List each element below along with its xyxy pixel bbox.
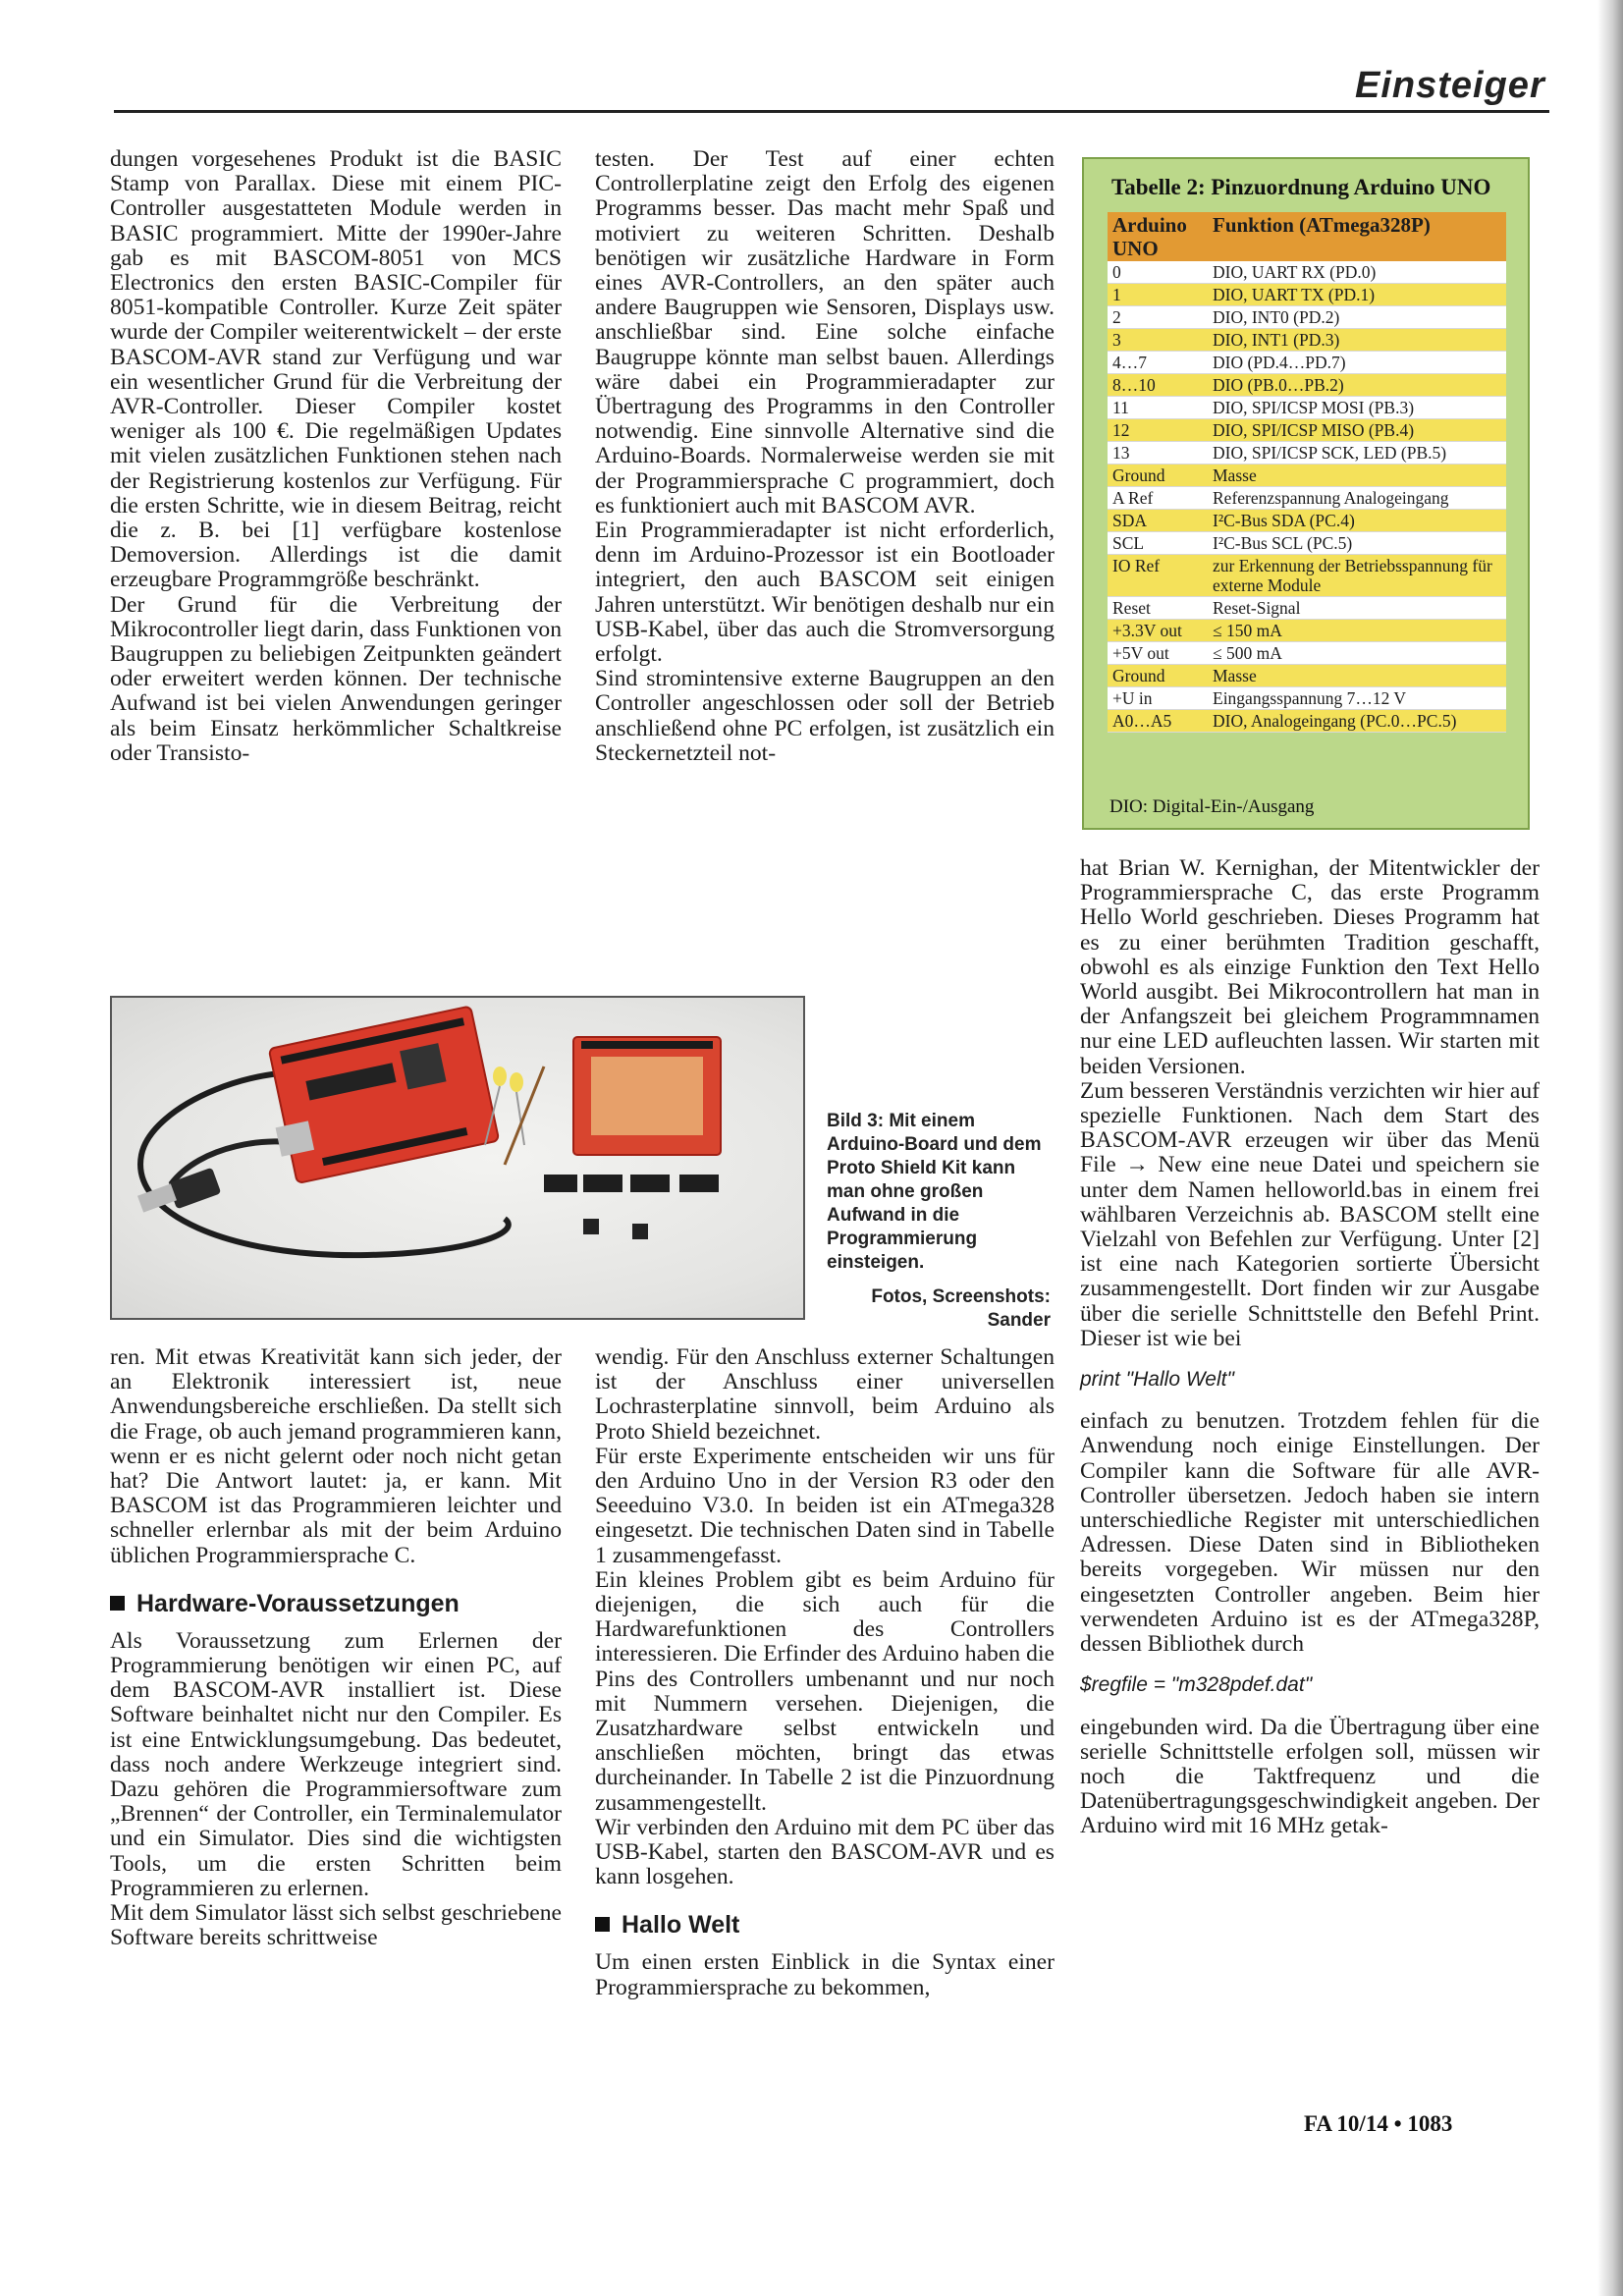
figure-credit: Fotos, Screenshots: Sander — [871, 1286, 1051, 1331]
table-cell-function: Eingangsspannung 7…12 V — [1208, 687, 1506, 710]
table-header-function: Funktion (ATmega328P) — [1208, 212, 1506, 261]
paragraph: Sind stromintensive externe Baugruppen an den Controller angeschlossen oder soll der Betrieb anschließend ohne PC erfolgen, ist zusätzlich ein Steckernetzteil not- — [595, 666, 1055, 766]
table-cell-function: DIO, SPI/ICSP MISO (PB.4) — [1208, 419, 1506, 442]
bullet-square-icon — [110, 1596, 125, 1611]
table-row — [1108, 555, 1506, 597]
table-cell-pin: 0 — [1108, 261, 1208, 284]
table-cell-function: Masse — [1208, 465, 1506, 487]
pin-header — [544, 1175, 577, 1192]
paragraph: Ein kleines Problem gibt es beim Arduino für diejenigen, die sich auch für die Hardwarefunktionen des Controllers interessieren. Die Erfinder des Arduino haben die Pins des Controllers umbenannt und nur noch mit Nummern versehen. Diejenigen, die Zusatzhardware selbst entwickeln und anschließen möchten, bringt das etwas durcheinander. In Tabelle 2 ist die Pinzuordnung zusammengestellt. — [595, 1566, 1055, 1816]
led-yellow — [493, 1066, 507, 1086]
table-header-board: Arduino UNO — [1108, 212, 1208, 261]
table-cell-function: ≤ 150 mA — [1208, 620, 1506, 642]
table-cell-pin: 1 — [1108, 284, 1208, 306]
table-cell-function: zur Erkennung der Betriebsspannung für externe Module — [1208, 555, 1506, 597]
paragraph: Als Voraussetzung zum Erlernen der Programmierung benötigen wir einen PC, auf dem BASCOM-AVR installiert ist. Diese Software beinhaltet nicht nur den Compiler. Es ist eine Entwicklungsumgebung. Das bedeutet, dass noch andere Werkzeuge integriert sind. Dazu gehören die Programmiersoftware zum „Brennen“ der Controller, ein Terminalemulator und ein Simulator. Dies sind die wichtigsten Tools, um die ersten Schritten beim Programmieren zu erlernen. — [110, 1627, 562, 1901]
paragraph: ren. Mit etwas Kreativität kann sich jeder, der an Elektronik interessiert ist, neue Anwendungsbereiche erschließen. Da stellt sich die Frage, ob auch jemand programmieren kann, wenn er es nicht gelernt oder noch nicht getan hat? Die Antwort lautet: ja, er kann. Mit BASCOM ist das Programmieren leichter und schneller erlernbar als mit der beim Arduino üblichen Programmiersprache C. — [110, 1344, 562, 1568]
table-row — [1108, 419, 1506, 442]
pin-header — [630, 1175, 670, 1192]
led-yellow — [510, 1072, 523, 1092]
table-row — [1108, 487, 1506, 510]
paragraph: wendig. Für den Anschluss externer Schaltungen ist der Anschluss einer universellen Lochrasterplatine sinnvoll, beim Arduino als Proto Shield bezeichnet. — [595, 1344, 1055, 1445]
section-heading-hallo-welt — [595, 1911, 1055, 1939]
header-rule — [114, 110, 1549, 113]
table-cell-pin: +5V out — [1108, 642, 1208, 665]
paragraph: Der Grund für die Verbreitung der Mikrocontroller liegt darin, dass Funktionen von Baugruppen zu beliebigen Zeitpunkten geändert oder erweitert werden können. Der technische Aufwand ist bei vielen Anwendungen geringer als beim Einsatz herkömmlicher Schaltkreise oder Transisto- — [110, 591, 563, 766]
table-cell-function: I²C-Bus SCL (PC.5) — [1208, 532, 1506, 555]
bullet-square-icon — [595, 1917, 610, 1932]
paragraph: Mit dem Simulator lässt sich selbst geschriebene Software bereits schrittweise — [110, 1900, 562, 1951]
table-cell-pin: +3.3V out — [1108, 620, 1208, 642]
table-row — [1108, 597, 1506, 620]
table-row — [1108, 532, 1506, 555]
pin-table-box — [1082, 157, 1530, 830]
code-regfile: $regfile = "m328pdef.dat" — [1080, 1673, 1313, 1697]
paragraph: einfach zu benutzen. Trotzdem fehlen für die Anwendung noch einige Einstellungen. Der Compiler kann die Software für alle AVR-Controller übersetzen. Jedoch haben sie intern unterschiedliche Register mit unterschiedlichen Adressen. Diese Daten sind in Bibliotheken bereits vorgegeben. Wir müssen nur den eingesetzten Controller angeben. Beim hier verwendeten Arduino ist es der ATmega328P, dessen Bibliothek durch — [1080, 1408, 1540, 1658]
table-row — [1108, 510, 1506, 532]
table-row — [1108, 374, 1506, 397]
section-heading-text: Hardware-Voraussetzungen — [136, 1589, 460, 1617]
table-row — [1108, 687, 1506, 710]
table-cell-function: DIO (PB.0…PB.2) — [1208, 374, 1506, 397]
paragraph: testen. Der Test auf einer echten Controllerplatine zeigt den Erfolg des eigenen Programms besser. Das macht mehr Spaß und motiviert zu weiteren Schritten. Deshalb benötigen wir zusätzliche Hardware in Form eines AVR-Controllers, an den später auch andere Baugruppen wie Sensoren, Displays usw. anschließbar sind. Eine solche einfache Baugruppe könnte man selbst bauen. Allerdings wäre dabei ein Programmieradapter zur Übertragung des Programms in den Controller notwendig. Eine sinnvolle Alternative sind die Arduino-Boards. Normalerweise werden sie mit der Programmiersprache C programmiert, doch es funktioniert auch mit BASCOM AVR. — [595, 146, 1055, 519]
paragraph: Zum besseren Verständnis verzichten wir hier auf spezielle Funktionen. Nach dem Start des BASCOM-AVR erzeugen wir über das Menü File → New eine neue Datei und speichern sie unter dem Namen helloworld.bas in einem frei wählbaren Verzeichnis ab. BASCOM stellt eine Vielzahl von Befehlen zur Verfügung. Unter [2] ist eine nach Kategorien sortierte Übersicht zusammengestellt. Dort finden wir zur Ausgabe über die serielle Schnittstelle den Befehl Print. Dieser ist wie bei — [1080, 1077, 1540, 1351]
column-1-top — [110, 147, 562, 766]
table-cell-function: DIO (PD.4…PD.7) — [1208, 352, 1506, 374]
section-heading-hardware — [110, 1590, 562, 1617]
table-cell-function: DIO, UART RX (PD.0) — [1208, 261, 1506, 284]
table-cell-pin: 11 — [1108, 397, 1208, 419]
usb-plug — [168, 1168, 222, 1210]
arduino-board-illustration — [112, 998, 805, 1320]
table-row — [1108, 642, 1506, 665]
table-footnote: DIO: Digital-Ein-/Ausgang — [1109, 796, 1315, 817]
table-cell-function: DIO, UART TX (PD.1) — [1208, 284, 1506, 306]
pin-table — [1108, 212, 1506, 733]
pin-header — [583, 1175, 622, 1192]
proto-shield — [573, 1037, 721, 1155]
table-cell-function: DIO, SPI/ICSP MOSI (PB.3) — [1208, 397, 1506, 419]
paragraph: Um einen ersten Einblick in die Syntax einer Programmiersprache zu bekommen, — [595, 1949, 1055, 2000]
table-cell-pin: SCL — [1108, 532, 1208, 555]
table-cell-pin: 3 — [1108, 329, 1208, 352]
column-2-bottom — [595, 1345, 1055, 2000]
table-cell-function: I²C-Bus SDA (PC.4) — [1208, 510, 1506, 532]
pin-header — [679, 1175, 719, 1192]
table-cell-pin: 4…7 — [1108, 352, 1208, 374]
table-cell-function: DIO, INT0 (PD.2) — [1208, 306, 1506, 329]
table-row — [1108, 465, 1506, 487]
table-row — [1108, 284, 1506, 306]
table-cell-function: DIO, INT1 (PD.3) — [1208, 329, 1506, 352]
table-title: Tabelle 2: Pinzuordnung Arduino UNO — [1111, 175, 1491, 199]
table-cell-pin: 2 — [1108, 306, 1208, 329]
table-row — [1108, 329, 1506, 352]
page-footer: FA 10/14 • 1083 — [1304, 2111, 1453, 2136]
table-cell-function: DIO, Analogeingang (PC.0…PC.5) — [1208, 710, 1506, 733]
usb-plug-metal — [137, 1183, 177, 1212]
table-cell-function: ≤ 500 mA — [1208, 642, 1506, 665]
paragraph: Ein Programmieradapter ist nicht erforderlich, denn im Arduino-Prozessor ist ein Bootloader integriert, den auch BASCOM seit einigen Jahren unterstützt. Wir benötigen deshalb nur ein USB-Kabel, über das auch die Stromversorgung erfolgt. — [595, 518, 1055, 668]
table-cell-pin: A Ref — [1108, 487, 1208, 510]
table-cell-function: DIO, SPI/ICSP SCK, LED (PB.5) — [1208, 442, 1506, 465]
section-heading-text: Hallo Welt — [622, 1911, 740, 1940]
table-cell-function: Reset-Signal — [1208, 597, 1506, 620]
paragraph: Wir verbinden den Arduino mit dem PC über das USB-Kabel, starten den BASCOM-AVR und es kann losgehen. — [595, 1814, 1055, 1890]
table-row — [1108, 261, 1506, 284]
table-cell-pin: 13 — [1108, 442, 1208, 465]
paragraph: hat Brian W. Kernighan, der Mitentwickler der Programmiersprache C, das erste Programm Hello World geschrieben. Dieses Programm hat es zu einer berühmten Tradition geschafft, obwohl es als einzige Funktion den Text Hello World ausgibt. Bei Mikrocontrollern hat man in der Anfangszeit bei gleichem Programmnamen nur eine LED aufleuchten lassen. Wir starten mit beiden Versionen. — [1080, 855, 1540, 1079]
table-cell-pin: 8…10 — [1108, 374, 1208, 397]
paragraph: eingebunden wird. Da die Übertragung über eine serielle Schnittstelle erfolgen soll, müssen wir noch die Taktfrequenz und die Datenübertragungsgeschwindigkeit angeben. Der Arduino wird mit 16 MHz getak- — [1080, 1714, 1540, 1839]
arduino-photo — [110, 996, 805, 1320]
column-3 — [1080, 856, 1540, 1839]
paragraph: dungen vorgesehenes Produkt ist die BASIC Stamp von Parallax. Diese mit einem PIC-Controller ausgestatteten Module werden in BASIC programmiert. Mitte der 1990er-Jahre gab es mit BASCOM-8051 von MCS Electronics den ersten BASIC-Compiler für 8051-kompatible Controller. Kurze Zeit später wurde der Compiler weiterentwickelt – der erste BASCOM-AVR stand zur Verfügung und war ein wesentlicher Grund für die Verbreitung der AVR-Controller. Dieser Compiler kostet weniger als 100 €. Die regelmäßigen Updates mit vielen zusätzlichen Funktionen stehen nach der Registrierung kostenlos zur Verfügung. Für die ersten Schritte, wie in diesem Beitrag, reicht die z. B. bei [1] verfügbare kostenlose Demoversion. Allerdings ist die damit erzeugbare Programmgröße beschränkt. — [110, 146, 562, 593]
table-cell-pin: Ground — [1108, 665, 1208, 687]
button — [632, 1224, 648, 1239]
figure-caption: Bild 3: Mit einem Arduino-Board und dem Proto Shield Kit kann man ohne großen Aufwand in die Programmierung einsteigen. — [827, 1111, 1042, 1273]
table-row — [1108, 620, 1506, 642]
table-cell-pin: A0…A5 — [1108, 710, 1208, 733]
table-row — [1108, 710, 1506, 733]
table-cell-pin: SDA — [1108, 510, 1208, 532]
table-row — [1108, 442, 1506, 465]
table-row — [1108, 306, 1506, 329]
section-rubric: Einsteiger — [1355, 65, 1545, 106]
table-cell-pin: +U in — [1108, 687, 1208, 710]
table-row — [1108, 665, 1506, 687]
code-print-hallo-welt: print "Hallo Welt" — [1080, 1368, 1234, 1392]
button — [583, 1219, 599, 1234]
table-cell-pin: Reset — [1108, 597, 1208, 620]
table-cell-function: Masse — [1208, 665, 1506, 687]
column-1-bottom — [110, 1345, 562, 1950]
table-cell-pin: Ground — [1108, 465, 1208, 487]
table-cell-pin: IO Ref — [1108, 555, 1208, 597]
table-row — [1108, 352, 1506, 374]
table-row — [1108, 397, 1506, 419]
page-edge-shadow — [1597, 0, 1623, 2296]
paragraph: Für erste Experimente entscheiden wir uns für den Arduino Uno in der Version R3 oder den Seeeduino V3.0. In beiden ist ein ATmega328 eingesetzt. Die technischen Daten sind in Tabelle 1 zusammengefasst. — [595, 1443, 1055, 1568]
table-cell-pin: 12 — [1108, 419, 1208, 442]
column-2-top — [595, 147, 1055, 766]
arduino-board — [259, 1006, 499, 1185]
table-cell-function: Referenzspannung Analogeingang — [1208, 487, 1506, 510]
